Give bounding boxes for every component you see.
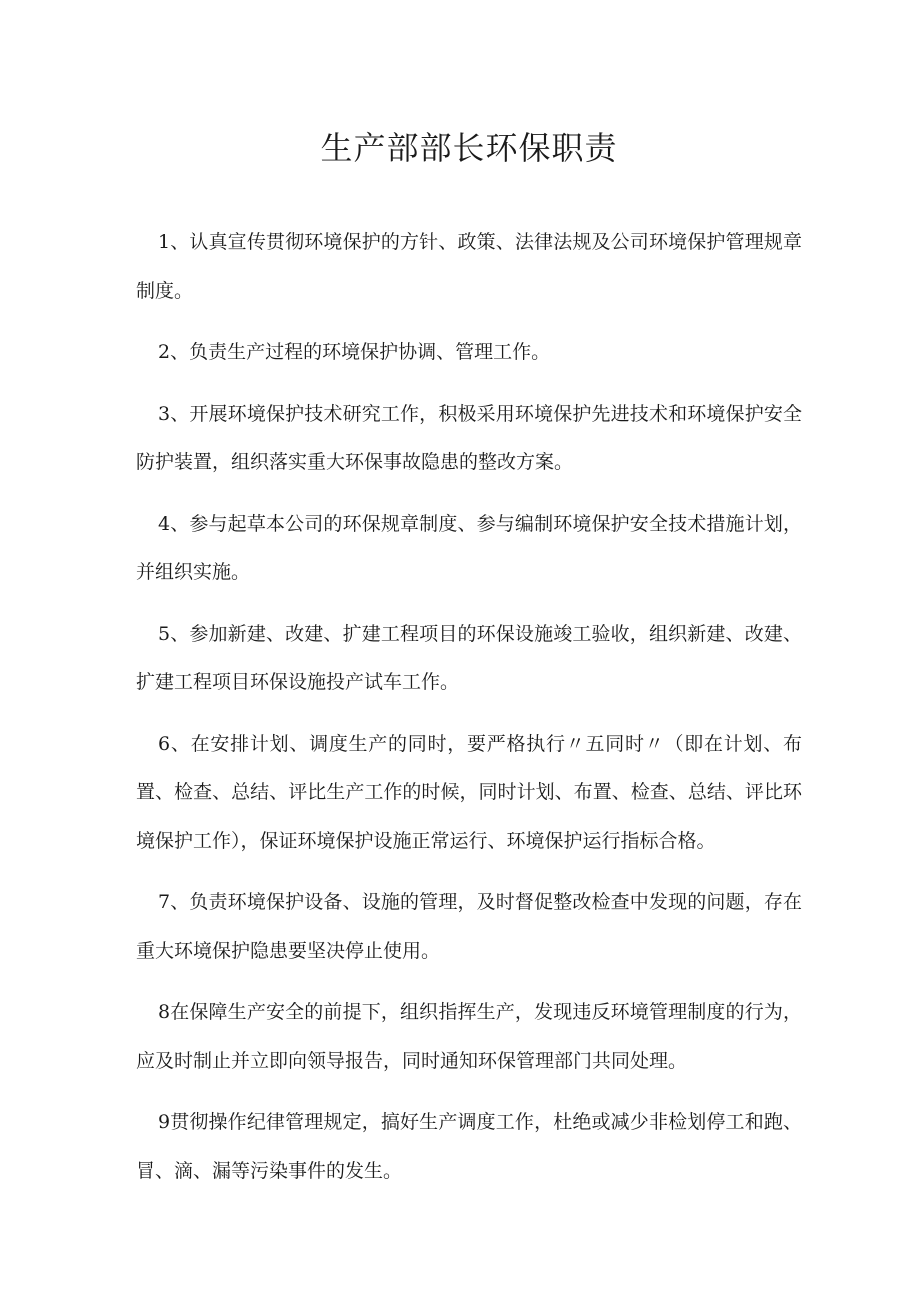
paragraph-6: 6、在安排计划、调度生产的同时，要严格执行〃五同时〃（即在计划、布置、检查、总结、评比生产工作的时候，同时计划、布置、检查、总结、评比环境保护工作），保证环境保护设施正常运行、环境保护运行指标合格。 (136, 732, 802, 852)
paragraph-3: 3、开展环境保护技术研究工作，积极采用环境保护先进技术和环境保护安全防护装置，组织落实重大环保事故隐患的整改方案。 (136, 402, 802, 473)
paragraph-9: 9贯彻操作纪律管理规定，搞好生产调度工作，杜绝或减少非检划停工和跑、冒、滴、漏等污染事件的发生。 (136, 1111, 802, 1182)
paragraph-4: 4、参与起草本公司的环保规章制度、参与编制环境保护安全技术措施计划，并组织实施。 (136, 512, 802, 583)
paragraph-7: 7、负责环境保护设备、设施的管理，及时督促整改检查中发现的问题，存在重大环境保护隐患要坚决停止使用。 (136, 891, 802, 962)
paragraph-5: 5、参加新建、改建、扩建工程项目的环保设施竣工验收，组织新建、改建、扩建工程项目环保设施投产试车工作。 (136, 622, 802, 693)
document-title: 生产部部长环保职责 (320, 129, 618, 167)
paragraph-1: 1、认真宣传贯彻环境保护的方针、政策、法律法规及公司环境保护管理规章制度。 (136, 231, 802, 302)
paragraph-8: 8在保障生产安全的前提下，组织指挥生产，发现违反环境管理制度的行为，应及时制止并立即向领导报告，同时通知环保管理部门共同处理。 (136, 1001, 802, 1072)
document-body (136, 218, 802, 1195)
paragraph-2: 2、负责生产过程的环境保护协调、管理工作。 (158, 341, 551, 363)
